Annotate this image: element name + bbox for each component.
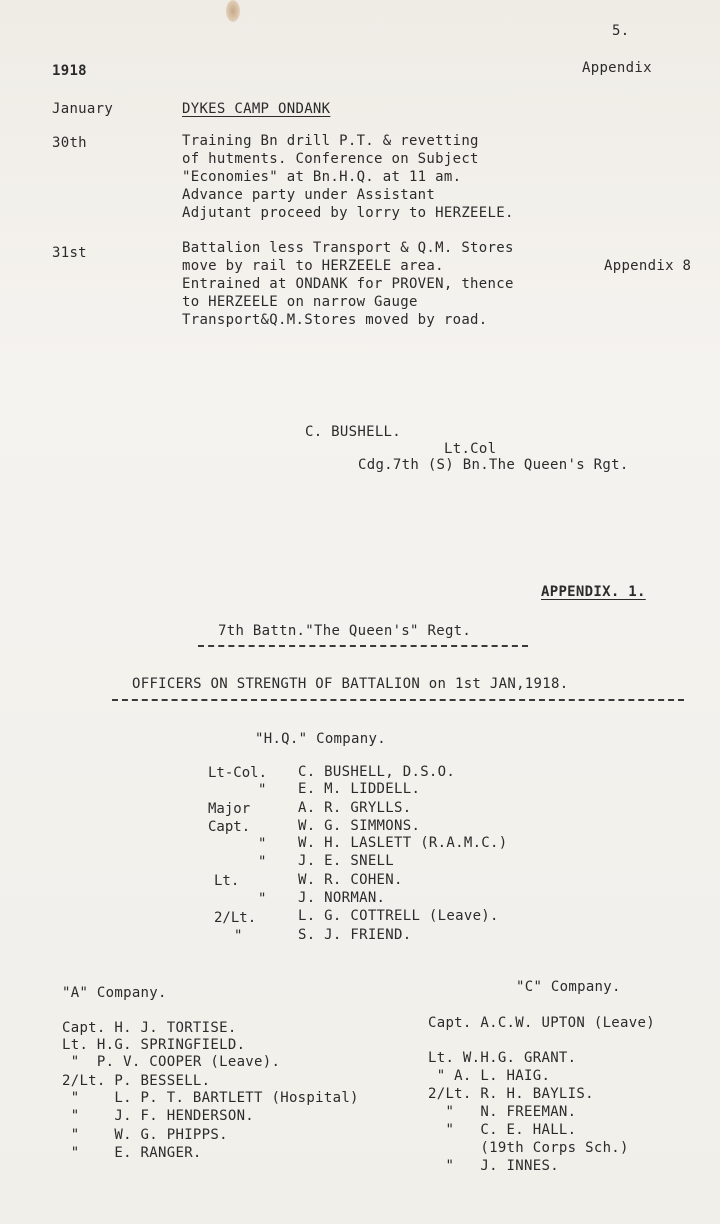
a-company-line: " P. V. COOPER (Leave). xyxy=(62,1054,281,1070)
c-company-line: " A. L. HAIG. xyxy=(428,1068,551,1084)
a-company-line: " W. G. PHIPPS. xyxy=(62,1127,228,1143)
officer-rank: Major xyxy=(208,801,251,817)
officer-name: L. G. COTTRELL (Leave). xyxy=(298,908,499,924)
a-company-line: 2/Lt. P. BESSELL. xyxy=(62,1073,211,1089)
a-company-heading: "A" Company. xyxy=(62,985,167,1001)
signature-rank: Lt.Col xyxy=(444,441,497,457)
c-company-line: " N. FREEMAN. xyxy=(428,1104,577,1120)
a-company-line: " J. F. HENDERSON. xyxy=(62,1108,255,1124)
entry-date: 31st xyxy=(52,245,87,261)
signature-name: C. BUSHELL. xyxy=(305,424,402,440)
c-company-line: Lt. W.H.G. GRANT. xyxy=(428,1050,577,1066)
officer-rank: Lt. xyxy=(214,873,240,889)
appendix-heading: APPENDIX. 1. xyxy=(541,584,646,600)
officer-name: W. G. SIMMONS. xyxy=(298,818,421,834)
officer-name: W. H. LASLETT (R.A.M.C.) xyxy=(298,835,508,851)
officer-name: C. BUSHELL, D.S.O. xyxy=(298,764,456,780)
entry-line: Advance party under Assistant xyxy=(182,187,436,203)
officer-rank: " xyxy=(258,782,267,798)
entry-line: Entrained at ONDANK for PROVEN, thence xyxy=(182,276,514,292)
officer-rank: 2/Lt. xyxy=(214,910,257,926)
appendix-header: Appendix xyxy=(582,60,652,76)
officer-rank: " xyxy=(258,836,267,852)
officer-name: J. NORMAN. xyxy=(298,890,386,906)
officer-name: S. J. FRIEND. xyxy=(298,927,412,943)
year: 1918 xyxy=(52,63,87,79)
entry-line: move by rail to HERZEELE area. xyxy=(182,258,444,274)
entry-line: Training Bn drill P.T. & revetting xyxy=(182,133,479,149)
battalion-title: 7th Battn."The Queen's" Regt. xyxy=(218,623,472,639)
officer-rank: " xyxy=(258,891,267,907)
c-company-line: " C. E. HALL. xyxy=(428,1122,577,1138)
officer-name: W. R. COHEN. xyxy=(298,872,403,888)
officer-name: E. M. LIDDELL. xyxy=(298,781,421,797)
c-company-line: (19th Corps Sch.) xyxy=(428,1140,629,1156)
officer-name: A. R. GRYLLS. xyxy=(298,800,412,816)
dashed-rule xyxy=(112,699,684,701)
dashed-rule xyxy=(198,645,528,647)
officer-rank: Capt. xyxy=(208,819,251,835)
c-company-heading: "C" Company. xyxy=(516,979,621,995)
entry-line: "Economies" at Bn.H.Q. at 11 am. xyxy=(182,169,462,185)
entry-note: Appendix 8 xyxy=(604,258,692,274)
entry-line: Adjutant proceed by lorry to HERZEELE. xyxy=(182,205,514,221)
entry-date: 30th xyxy=(52,135,87,151)
officer-name: J. E. SNELL xyxy=(298,853,395,869)
signature-unit: Cdg.7th (S) Bn.The Queen's Rgt. xyxy=(358,457,629,473)
ink-stain xyxy=(226,0,240,22)
officer-rank: Lt-Col. xyxy=(208,765,268,781)
a-company-line: " E. RANGER. xyxy=(62,1145,202,1161)
c-company-line: Capt. A.C.W. UPTON (Leave) xyxy=(428,1015,655,1031)
officers-title: OFFICERS ON STRENGTH OF BATTALION on 1st JAN,1918. xyxy=(132,676,569,692)
c-company-line: " J. INNES. xyxy=(428,1158,559,1174)
entry-line: Battalion less Transport & Q.M. Stores xyxy=(182,240,514,256)
page-number: 5. xyxy=(612,23,630,39)
location: DYKES CAMP ONDANK xyxy=(182,101,331,117)
entry-line: of hutments. Conference on Subject xyxy=(182,151,479,167)
officer-rank: " xyxy=(258,854,267,870)
a-company-line: Lt. H.G. SPRINGFIELD. xyxy=(62,1037,246,1053)
c-company-line: 2/Lt. R. H. BAYLIS. xyxy=(428,1086,594,1102)
a-company-line: Capt. H. J. TORTISE. xyxy=(62,1020,237,1036)
a-company-line: " L. P. T. BARTLETT (Hospital) xyxy=(62,1090,359,1106)
entry-line: to HERZEELE on narrow Gauge xyxy=(182,294,418,310)
hq-company-heading: "H.Q." Company. xyxy=(255,731,386,747)
month: January xyxy=(52,101,114,117)
officer-rank: " xyxy=(234,928,243,944)
entry-line: Transport&Q.M.Stores moved by road. xyxy=(182,312,488,328)
